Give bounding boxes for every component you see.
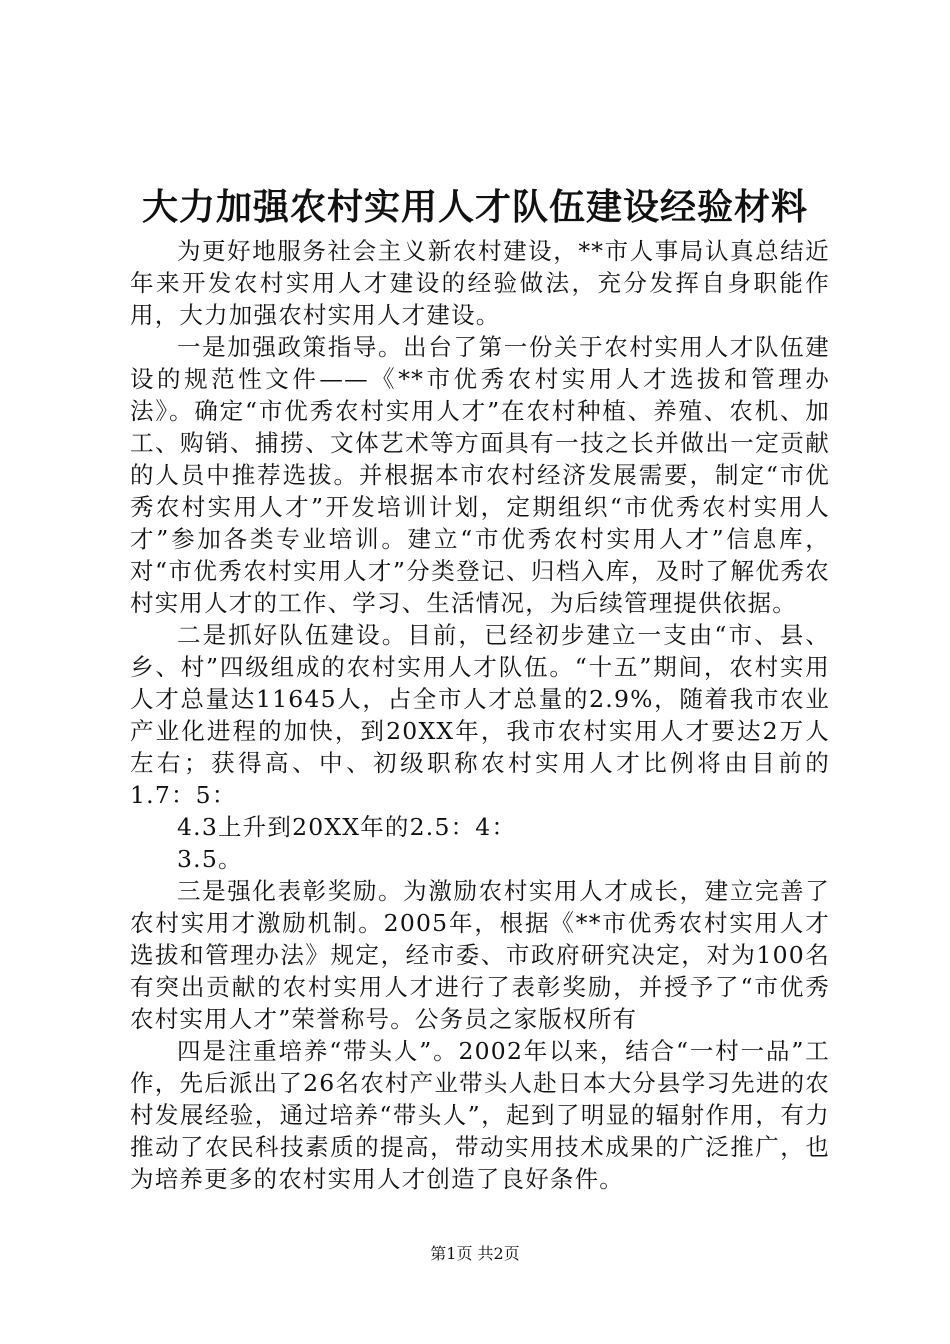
document-body: [130, 235, 830, 1195]
paragraph-ratio-continued: 4.3上升到20XX年的2.5：4：: [177, 813, 517, 841]
paragraph-policy-guidance: 一是加强政策指导。出台了第一份关于农村实用人才队伍建设的规范性文件——《**市优秀农村实用人才选拔和管理办法》。确定“市优秀农村实用人才”在农村种植、养殖、农机、加工、购销、捕捞、文体艺术等方面具有一技之长并做出一定贡献的人员中推荐选拔。并根据本市农村经济发展需要，制定“市优秀农村实用人才”开发培训计划，定期组织“市优秀农村实用人才”参加各类专业培训。建立“市优秀农村实用人才”信息库，对“市优秀农村实用人才”分类登记、归档入库，及时了解优秀农村实用人才的工作、学习、生活情况，为后续管理提供依据。: [130, 333, 830, 617]
paragraph-intro: 为更好地服务社会主义新农村建设，**市人事局认真总结近年来开发农村实用人才建设的经验做法，充分发挥自身职能作用，大力加强农村实用人才建设。: [130, 237, 830, 329]
paragraph-rewards: 三是强化表彰奖励。为激励农村实用人才成长，建立完善了农村实用才激励机制。2005年，根据《**市优秀农村实用人才选拔和管理办法》规定，经市委、市政府研究决定，对为100名有突出贡献的农村实用人才进行了表彰奖励，并授予了“市优秀农村实用人才”荣誉称号。公务员之家版权所有: [130, 877, 830, 1033]
page-footer: 第1页 共2页: [430, 1244, 520, 1263]
paragraph-team-building: 二是抓好队伍建设。目前，已经初步建立一支由“市、县、乡、村”四级组成的农村实用人才队伍。“十五”期间，农村实用人才总量达11645人，占全市人才总量的2.9%，随着我市农业产业化进程的加快，到20XX年，我市农村实用人才要达2万人左右；获得高、中、初级职称农村实用人才比例将由目前的1.7：5：: [130, 621, 830, 809]
paragraph-ratio-end: 3.5。: [177, 845, 243, 873]
document-title: 大力加强农村实用人才队伍建设经验材料: [141, 186, 808, 228]
paragraph-leaders: 四是注重培养“带头人”。2002年以来，结合“一村一品”工作，先后派出了26名农村产业带头人赴日本大分县学习先进的农村发展经验，通过培养“带头人”，起到了明显的辐射作用，有力推动了农民科技素质的提高，带动实用技术成果的广泛推广，也为培养更多的农村实用人才创造了良好条件。: [130, 1037, 830, 1193]
